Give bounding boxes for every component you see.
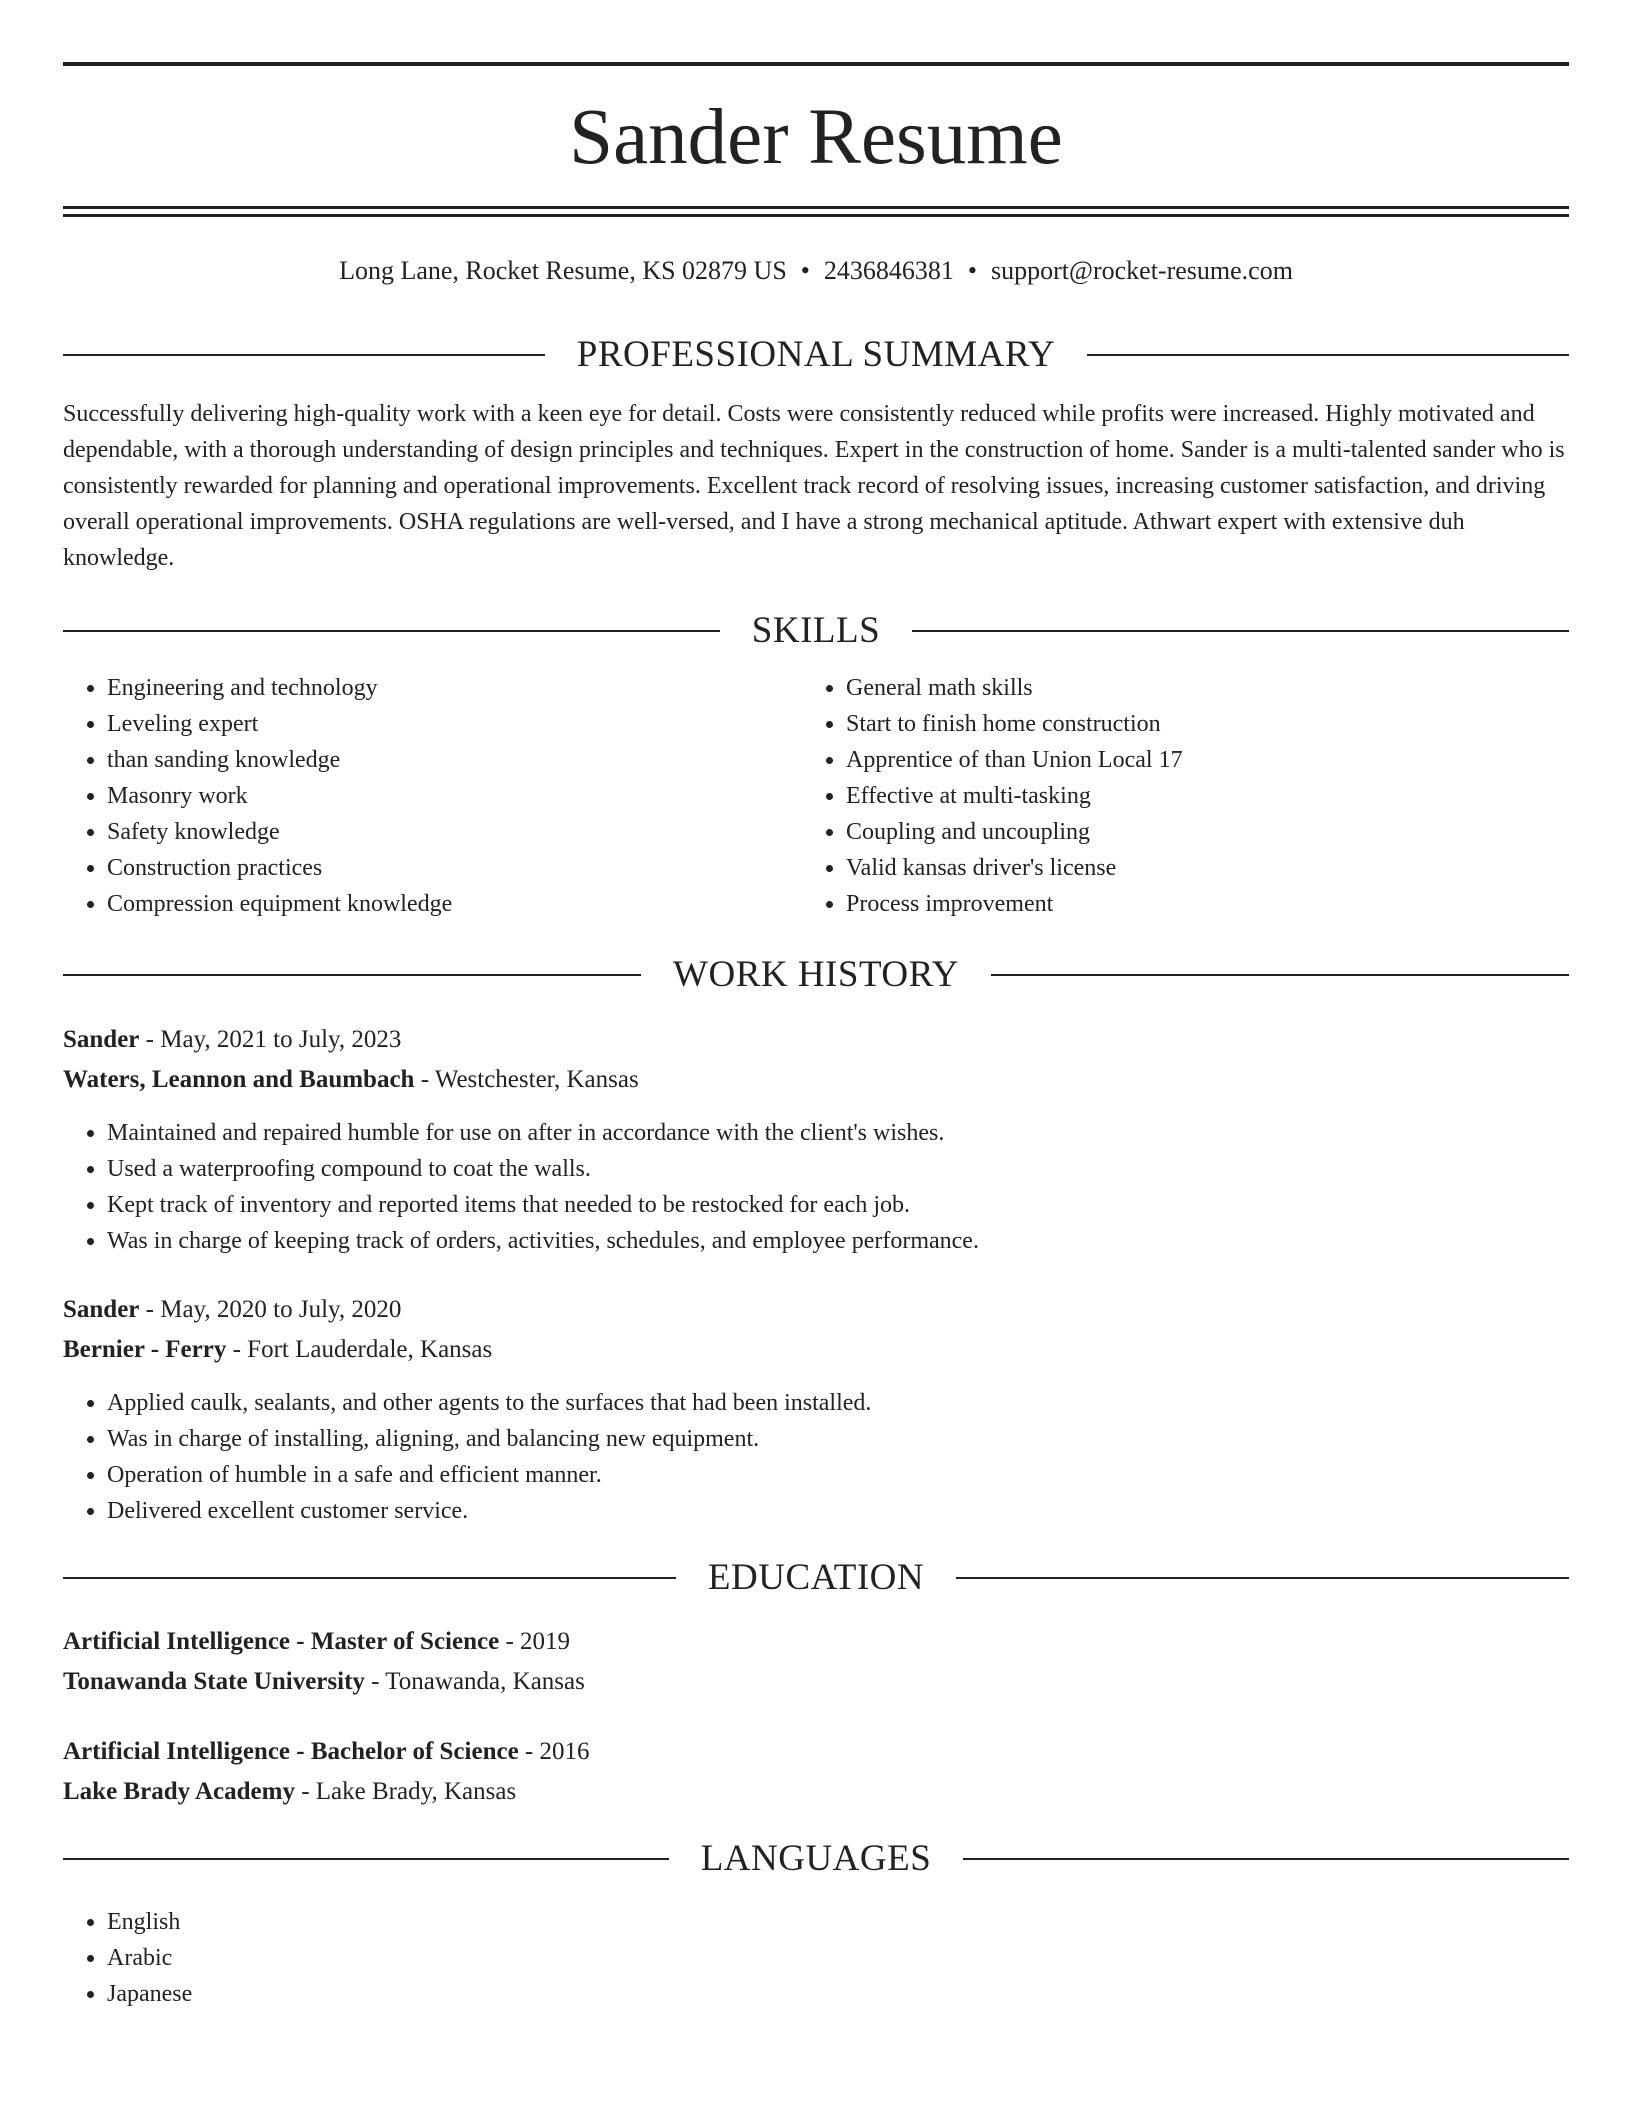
education-degree-line	[63, 1734, 590, 1770]
heading-rule-right	[963, 1858, 1569, 1860]
job-location: Fort Lauderdale, Kansas	[247, 1336, 493, 1363]
job-bullet: • Was in charge of installing, aligning, and balancing new equipment.	[107, 1421, 1503, 1457]
education-heading-label: EDUCATION	[707, 1557, 925, 1598]
job-dates: May, 2021 to July, 2023	[160, 1026, 402, 1053]
skill-item: • than sanding knowledge	[107, 742, 763, 778]
education-school-line	[63, 1774, 516, 1810]
job-bullet: • Delivered excellent customer service.	[107, 1493, 1503, 1529]
language-item: • Arabic	[107, 1940, 1503, 1976]
skill-item: • Construction practices	[107, 850, 763, 886]
heading-rule-right	[1087, 354, 1569, 356]
language-item: • English	[107, 1904, 1503, 1940]
skill-item: • Apprentice of than Union Local 17	[846, 742, 1502, 778]
skill-item: • Safety knowledge	[107, 814, 763, 850]
languages-list	[63, 1904, 1503, 2012]
job-company-line	[63, 1332, 492, 1368]
dash: -	[139, 1296, 161, 1323]
skill-item: • Process improvement	[846, 886, 1502, 922]
skills-heading	[63, 608, 1569, 654]
job-location: Westchester, Kansas	[434, 1066, 639, 1093]
education-location: Tonawanda, Kansas	[385, 1668, 585, 1695]
education-school-line	[63, 1664, 585, 1700]
job-title-line	[63, 1292, 401, 1328]
education-school: Lake Brady Academy	[63, 1778, 295, 1805]
education-location: Lake Brady, Kansas	[315, 1778, 517, 1805]
work-heading	[63, 952, 1569, 998]
heading-rule-right	[956, 1577, 1569, 1579]
skill-item: • Masonry work	[107, 778, 763, 814]
language-item: • Japanese	[107, 1976, 1503, 2012]
summary-text: Successfully delivering high-quality work with a keen eye for detail. Costs were consistently reduced while profits were increased. Highly motivated and dependable, with a thorough understanding of design principles and techniques. Expert in the construction of home. Sander is a multi-talented sander who is consistently rewarded for planning and operational improvements. Excellent track record of resolving issues, increasing customer satisfaction, and driving overall operational improvements. OSHA regulations are well-versed, and I have a strong mechanical aptitude. Athwart expert with extensive duh knowledge.	[63, 401, 1565, 571]
contact-separator: •	[800, 256, 810, 285]
heading-rule-left	[63, 974, 641, 976]
dash: -	[414, 1066, 435, 1093]
skill-item: • Engineering and technology	[107, 670, 763, 706]
dash: -	[290, 1738, 311, 1765]
skill-item: • Leveling expert	[107, 706, 763, 742]
education-degree: Master of Science	[310, 1628, 500, 1655]
job-company: Waters, Leannon and Baumbach	[63, 1066, 415, 1093]
contact-email: support@rocket-resume.com	[991, 256, 1293, 285]
education-degree: Bachelor of Science	[310, 1738, 519, 1765]
languages-heading-label: LANGUAGES	[700, 1838, 932, 1879]
dash: -	[226, 1336, 248, 1363]
skill-item: • Coupling and uncoupling	[846, 814, 1502, 850]
heading-rule-left	[63, 1858, 669, 1860]
dash: -	[518, 1738, 540, 1765]
job-title: Sander	[63, 1296, 140, 1323]
dash: -	[139, 1026, 161, 1053]
skills-column-right	[802, 670, 1502, 922]
skills-column-left	[63, 670, 763, 922]
education-field: Artificial Intelligence	[63, 1628, 291, 1655]
skill-item: • Effective at multi-tasking	[846, 778, 1502, 814]
job-bullet: • Applied caulk, sealants, and other agents to the surfaces that had been installed.	[107, 1385, 1503, 1421]
job-dates: May, 2020 to July, 2020	[160, 1296, 402, 1323]
job-bullet: • Used a waterproofing compound to coat the walls.	[107, 1151, 1503, 1187]
job-title-line	[63, 1022, 401, 1058]
dash: -	[499, 1628, 521, 1655]
contact-phone: 2436846381	[823, 256, 954, 285]
education-school: Tonawanda State University	[63, 1668, 365, 1695]
education-year: 2016	[539, 1738, 590, 1765]
work-heading-label: WORK HISTORY	[673, 954, 959, 995]
title-rule-upper	[63, 206, 1569, 209]
education-year: 2019	[520, 1628, 571, 1655]
job-title: Sander	[63, 1026, 140, 1053]
top-rule	[63, 62, 1569, 66]
skill-item: • Start to finish home construction	[846, 706, 1502, 742]
languages-heading	[63, 1836, 1569, 1882]
heading-rule-left	[63, 1577, 676, 1579]
education-degree-line	[63, 1624, 570, 1660]
job-bullet: • Operation of humble in a safe and efficient manner.	[107, 1457, 1503, 1493]
heading-rule-left	[63, 630, 720, 632]
resume-title: Sander Resume	[569, 94, 1063, 181]
education-field: Artificial Intelligence	[63, 1738, 291, 1765]
heading-rule-left	[63, 354, 545, 356]
skill-item: • Compression equipment knowledge	[107, 886, 763, 922]
heading-rule-right	[912, 630, 1569, 632]
dash: -	[294, 1778, 316, 1805]
skill-item: • General math skills	[846, 670, 1502, 706]
job-bullet: • Maintained and repaired humble for use on after in accordance with the client's wishes.	[107, 1115, 1503, 1151]
summary-heading	[63, 332, 1569, 378]
job-company: Bernier - Ferry	[63, 1336, 227, 1363]
education-heading	[63, 1555, 1569, 1601]
summary-heading-label: PROFESSIONAL SUMMARY	[576, 334, 1056, 375]
job-bullets	[63, 1385, 1503, 1529]
skill-item: • Valid kansas driver's license	[846, 850, 1502, 886]
skills-heading-label: SKILLS	[751, 610, 881, 651]
contact-address: Long Lane, Rocket Resume, KS 02879 US	[339, 256, 787, 285]
dash: -	[290, 1628, 311, 1655]
heading-rule-right	[991, 974, 1569, 976]
contact-separator: •	[967, 256, 978, 285]
job-bullet: • Was in charge of keeping track of orders, activities, schedules, and employee performance.	[107, 1223, 1503, 1259]
job-bullets	[63, 1115, 1503, 1259]
contact-line	[63, 254, 1569, 288]
dash: -	[364, 1668, 386, 1695]
job-bullet: • Kept track of inventory and reported items that needed to be restocked for each job.	[107, 1187, 1503, 1223]
job-company-line	[63, 1062, 639, 1098]
title-rule-lower	[63, 214, 1569, 217]
